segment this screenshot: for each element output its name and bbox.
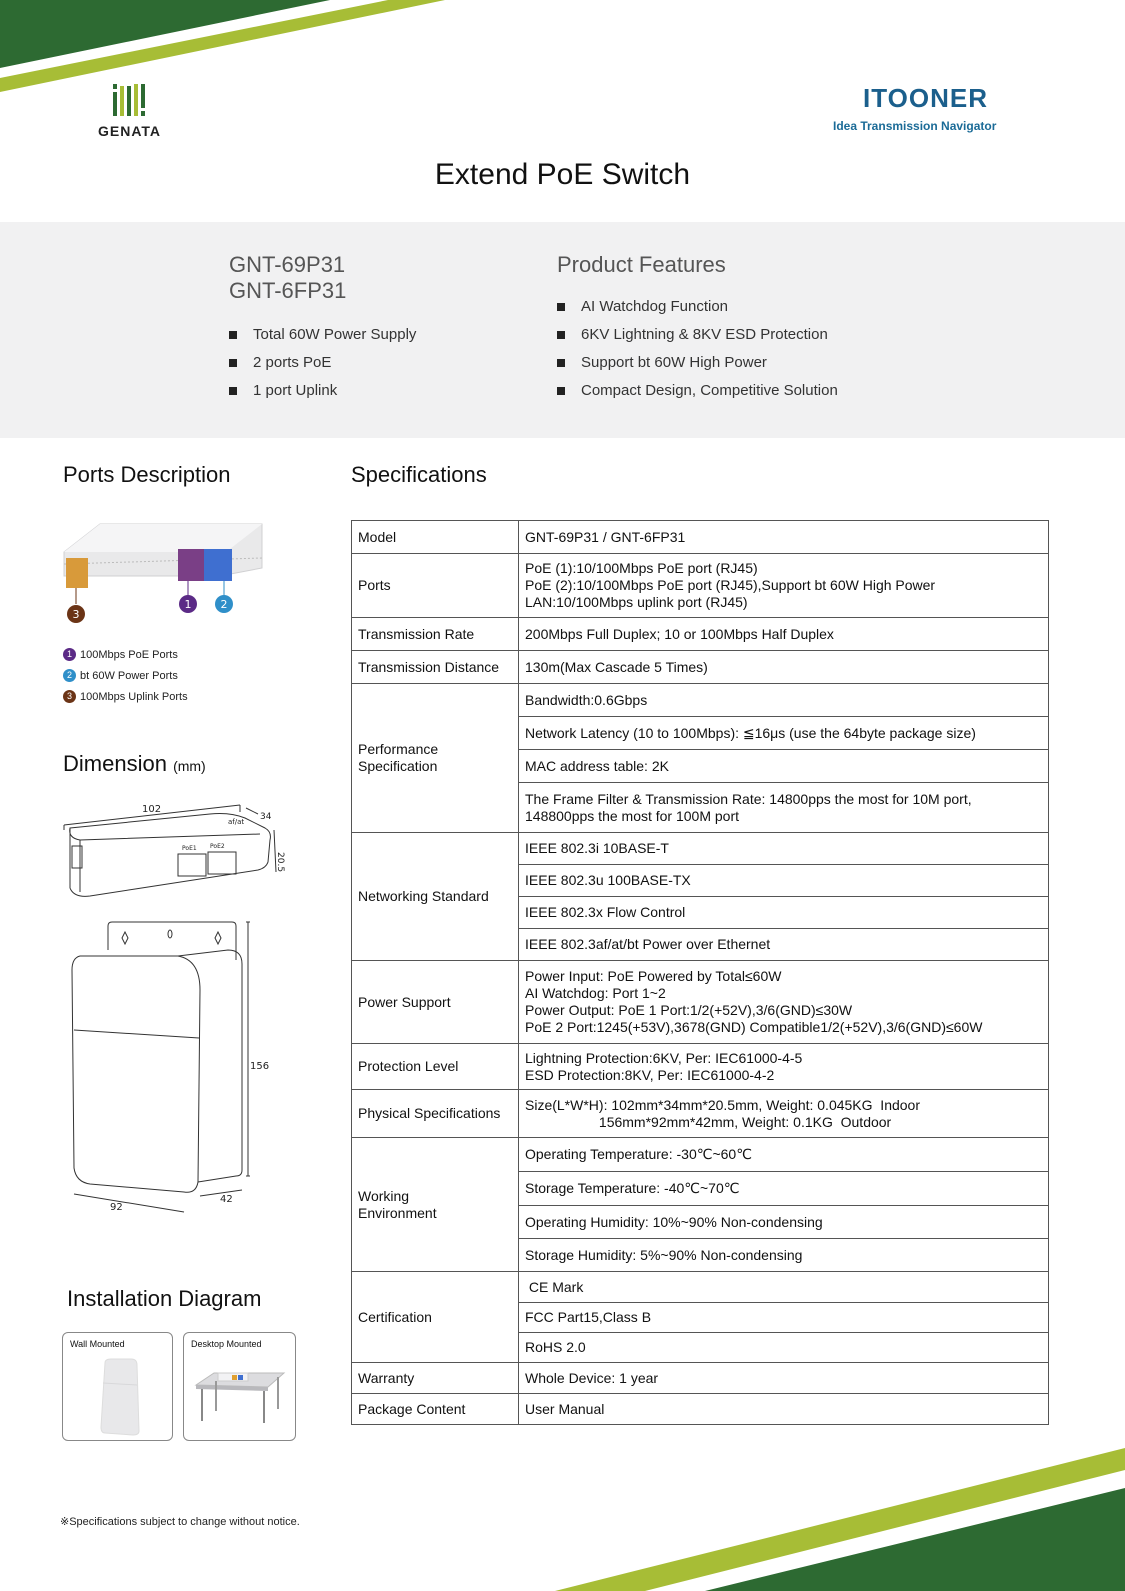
afat-label: af/at	[228, 818, 245, 826]
genata-logo-text: GENATA	[98, 123, 162, 139]
spec-row	[352, 1394, 1049, 1425]
spec-value: The Frame Filter & Transmission Rate: 14800pps the most for 10M port, 148800pps the most for 100M port	[519, 783, 1049, 833]
dimension-front-view-drawing	[60, 920, 290, 1220]
wall-mounted-card	[62, 1332, 173, 1441]
desktop-mounted-card	[183, 1332, 296, 1441]
legend-number: 1	[63, 648, 76, 661]
page-title: Extend PoE Switch	[434, 158, 691, 191]
spec-row	[352, 684, 1049, 717]
spec-value: 200Mbps Full Duplex; 10 or 100Mbps Half Duplex	[519, 618, 1049, 651]
dim-wide-label: 92	[110, 1202, 123, 1213]
bottom-corner-stripes	[555, 1448, 1125, 1591]
spec-key: Ports	[352, 554, 519, 618]
spec-row	[352, 651, 1049, 684]
key-point-item: 1 port Uplink	[229, 381, 416, 409]
spec-key: Working Environment	[352, 1138, 519, 1272]
wall-mounted-illustration	[97, 1357, 145, 1437]
svg-text:2: 2	[220, 598, 228, 611]
legend-label: 100Mbps PoE Ports	[80, 648, 178, 661]
spec-key: Physical Specifications	[352, 1090, 519, 1138]
legend-label: bt 60W Power Ports	[80, 669, 178, 682]
spec-value: Power Input: PoE Powered by Total≤60W AI Watchdog: Port 1~2 Power Output: PoE 1 Port:1/2(+52V),3/6(GND)≤30W PoE 2 Port:1245(+53V),3678(GND) Compatible1/2(+52V),3/6(GND)≤60W	[519, 961, 1049, 1044]
spec-value: Size(L*W*H): 102mm*34mm*20.5mm, Weight: 0.045KG Indoor 156mm*92mm*42mm, Weight: 0.1KG Outdoor	[519, 1090, 1049, 1138]
spec-key: Certification	[352, 1272, 519, 1363]
spec-value: CE Mark	[519, 1272, 1049, 1303]
dimension-heading	[63, 751, 206, 777]
poe2-port-label: PoE2	[210, 843, 225, 850]
spec-value: Network Latency (10 to 100Mbps): ≦16μs (use the 64byte package size)	[519, 717, 1049, 750]
spec-value: Operating Temperature: -30℃~60℃	[519, 1138, 1049, 1172]
spec-row	[352, 1090, 1049, 1138]
dimension-heading-text: Dimension	[63, 751, 167, 776]
product-features-title: Product Features	[557, 252, 726, 277]
dim-tall-label: 156	[250, 1061, 270, 1072]
legend-item	[63, 686, 188, 707]
ports-description-heading: Ports Description	[63, 462, 231, 487]
desktop-mounted-illustration	[192, 1367, 288, 1425]
spec-value: RoHS 2.0	[519, 1333, 1049, 1363]
spec-value: MAC address table: 2K	[519, 750, 1049, 783]
model-names	[229, 252, 346, 304]
legend-number: 3	[63, 690, 76, 703]
model-name-1: GNT-69P31	[229, 252, 346, 277]
spec-key: Warranty	[352, 1363, 519, 1394]
svg-text:3: 3	[72, 608, 80, 621]
legend-number: 2	[63, 669, 76, 682]
spec-key: Package Content	[352, 1394, 519, 1425]
spec-value: IEEE 802.3x Flow Control	[519, 897, 1049, 929]
top-corner-stripes	[0, 0, 460, 95]
dim-height-label: 20.5	[275, 852, 285, 873]
spec-value: Operating Humidity: 10%~90% Non-condensing	[519, 1206, 1049, 1239]
spec-value: Whole Device: 1 year	[519, 1363, 1049, 1394]
spec-value: User Manual	[519, 1394, 1049, 1425]
spec-value: IEEE 802.3u 100BASE-TX	[519, 865, 1049, 897]
ports-legend	[63, 644, 188, 707]
device-ports-illustration	[60, 516, 270, 628]
feature-item: Compact Design, Competitive Solution	[557, 381, 838, 409]
dimension-top-view-drawing	[60, 800, 290, 905]
dim-width-label: 34	[260, 812, 272, 822]
legend-item	[63, 665, 188, 686]
spec-key: Performance Specification	[352, 684, 519, 833]
spec-value: Storage Temperature: -40℃~70℃	[519, 1172, 1049, 1206]
spec-row	[352, 618, 1049, 651]
dim-depth-label: 42	[220, 1194, 233, 1205]
spec-key: Power Support	[352, 961, 519, 1044]
desktop-mounted-label: Desktop Mounted	[191, 1339, 262, 1349]
spec-value: IEEE 802.3i 10BASE-T	[519, 833, 1049, 865]
feature-item: Support bt 60W High Power	[557, 353, 838, 381]
itooner-tagline: Idea Transmission Navigator	[833, 119, 997, 133]
key-point-item: Total 60W Power Supply	[229, 325, 416, 353]
spec-value: PoE (1):10/100Mbps PoE port (RJ45) PoE (2):10/100Mbps PoE port (RJ45),Support bt 60W High Power LAN:10/100Mbps uplink port (RJ45)	[519, 554, 1049, 618]
spec-key: Model	[352, 521, 519, 554]
feature-item: 6KV Lightning & 8KV ESD Protection	[557, 325, 838, 353]
spec-value: Storage Humidity: 5%~90% Non-condensing	[519, 1239, 1049, 1272]
legend-label: 100Mbps Uplink Ports	[80, 690, 188, 703]
spec-key: Networking Standard	[352, 833, 519, 961]
key-points-list	[229, 325, 416, 409]
spec-row	[352, 1044, 1049, 1090]
installation-heading: Installation Diagram	[67, 1286, 262, 1311]
spec-row	[352, 1138, 1049, 1172]
dimension-unit: (mm)	[173, 758, 206, 774]
specifications-heading: Specifications	[351, 462, 487, 487]
itooner-logo-text: ITOONER	[863, 83, 988, 113]
spec-key: Transmission Rate	[352, 618, 519, 651]
spec-row	[352, 961, 1049, 1044]
spec-value: FCC Part15,Class B	[519, 1303, 1049, 1333]
spec-row	[352, 554, 1049, 618]
wall-mounted-label: Wall Mounted	[70, 1339, 125, 1349]
feature-item: AI Watchdog Function	[557, 297, 838, 325]
model-name-2: GNT-6FP31	[229, 278, 347, 303]
spec-row	[352, 833, 1049, 865]
spec-row	[352, 1272, 1049, 1303]
spec-value: GNT-69P31 / GNT-6FP31	[519, 521, 1049, 554]
key-point-item: 2 ports PoE	[229, 353, 416, 381]
legend-item	[63, 644, 188, 665]
spec-key: Protection Level	[352, 1044, 519, 1090]
poe1-port-label: PoE1	[182, 845, 197, 852]
product-features-list	[557, 297, 838, 409]
spec-key: Transmission Distance	[352, 651, 519, 684]
spec-row	[352, 1363, 1049, 1394]
specifications-table	[351, 520, 1049, 1425]
genata-logo-icon	[112, 82, 152, 118]
dim-length-label: 102	[142, 804, 162, 815]
spec-value: 130m(Max Cascade 5 Times)	[519, 651, 1049, 684]
footnote: ※Specifications subject to change without notice.	[60, 1516, 300, 1528]
svg-text:1: 1	[184, 598, 192, 611]
spec-value: Lightning Protection:6KV, Per: IEC61000-4-5 ESD Protection:8KV, Per: IEC61000-4-2	[519, 1044, 1049, 1090]
spec-value: Bandwidth:0.6Gbps	[519, 684, 1049, 717]
spec-value: IEEE 802.3af/at/bt Power over Ethernet	[519, 929, 1049, 961]
spec-row	[352, 521, 1049, 554]
